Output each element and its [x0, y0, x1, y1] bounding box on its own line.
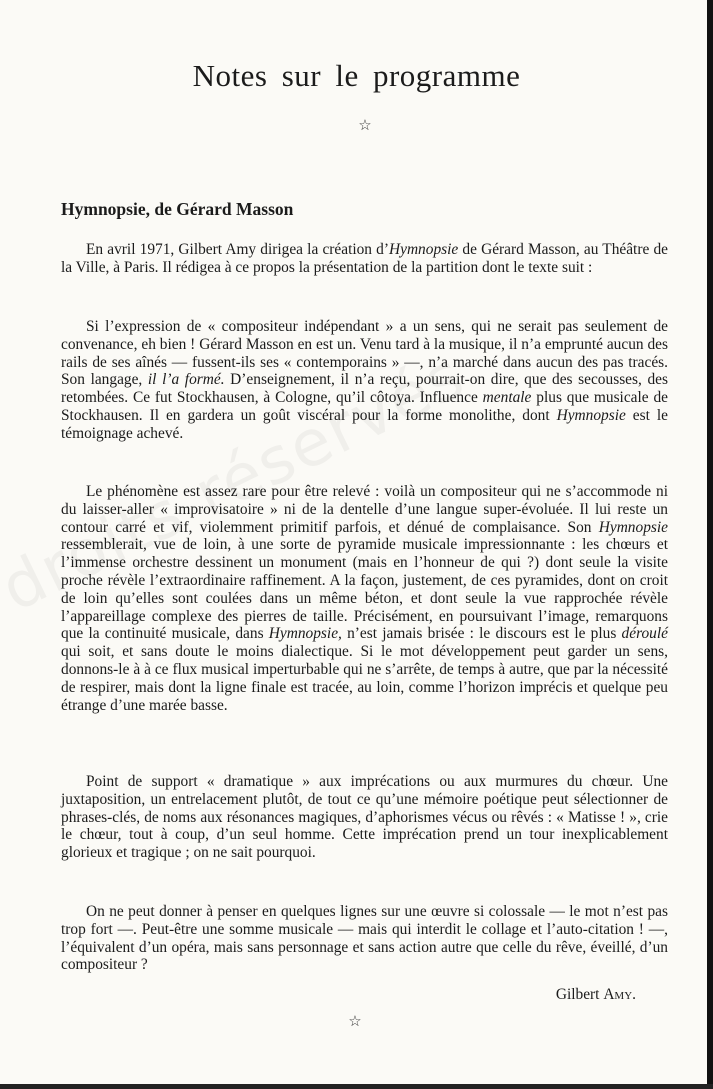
scan-edge-right	[707, 0, 713, 1089]
section-heading: Hymnopsie, de Gérard Masson	[61, 199, 294, 219]
author-signature	[556, 986, 636, 1004]
text-run: n’est jamais brisée : le discours est le plus	[341, 625, 622, 643]
scan-edge-bottom	[0, 1084, 713, 1089]
text-run: Le phénomène est assez rare pour être relevé : voilà un compositeur qui ne s’accommode ni du laisser-aller « improvisatoire » ni de la dentelle d’une langue super-évoluée. Il lui reste un contour carré et vif, violemment primitif parfois, et dénué de complaisance. Son	[61, 483, 668, 536]
work-title: Hymnopsie	[389, 241, 459, 258]
text-run: de Gérard Masson, au Théâtre de la Ville, à Paris. Il rédigea à ce propos la présentation de la partition dont le texte suit :	[61, 241, 668, 276]
star-ornament-icon: ☆	[358, 118, 372, 134]
paragraph-independent-composer	[61, 318, 668, 443]
text-run: En avril 1971, Gilbert Amy dirigea la création d’	[86, 241, 389, 258]
emphasis-text: déroulé	[621, 625, 668, 643]
page-title: Notes sur le programme	[192, 58, 521, 93]
text-run: qui soit, et sans doute le moins dialectique. Si le mot développement peut garder un sens, donnons-le à à ce flux musical imperturbable qui ne s’arrête, de temps à autre, que par la nécessité de respirer, mais dont la ligne finale est tracée, au loin, comme l’horizon imprécis et quelque peu étrange d’une marée basse.	[61, 643, 668, 714]
work-title: Hymnopsie,	[268, 625, 342, 643]
signature-first-name: Gilbert	[555, 986, 600, 1003]
text-run: Si l’expression de « compositeur indépendant » a un sens, qui ne serait pas seulement de convenance, eh bien ! Gérard Masson en est un. Venu tard à la musique, il n’a emprunté aucun des rails de ses aînés — fussent-ils ses « contemporains » —, n’a marché dans aucun des pas tracés. Son langage,	[61, 318, 668, 389]
paragraph-intro	[61, 241, 668, 277]
paragraph-chorus	[61, 773, 668, 862]
text-run: On ne peut donner à penser en quelques lignes sur une œuvre si colossale — le mot n’est pas trop fort —. Peut-être une somme musicale — mais qui interdit le collage et l’auto-citation ! —, l’équivalent d’un opéra, mais sans personnage et sans action autre que celle du rêve, éveillé, d’un compositeur ?	[61, 903, 668, 974]
text-run: ressemblerait, vue de loin, à une sorte de pyramide musicale impressionnante : les chœurs et l’immense orchestre dessinent un monument (mais en l’honneur de qui ?) dont seule la visite proche révèle l’extraordinaire raffinement. A la façon, justement, de ces pyramides, dont on croit de loin qu’elles sont coulées dans un même béton, et dont seule la vue rapprochée révèle l’appareillage complexe des pierres de taille. Précisément, en poursuivant l’image, remarquons que la continuité musicale, dans	[61, 536, 668, 643]
text-run: plus que musicale de Stockhausen. Il en gardera un goût viscéral pour la forme monolithe, dont	[61, 389, 669, 424]
emphasis-text: mentale	[482, 389, 532, 407]
text-run: Point de support « dramatique » aux imprécations ou aux murmures du chœur. Une juxtaposition, un entrelacement plutôt, de tout ce qu’une mémoire poétique peut sélectionner de phrases-clés, de noms aux résonances magiques, d’aphorismes vécus ou rêvés : « Matisse ! », crie le chœur, tout à coup, d’un seul homme. Cette imprécation prend un tour inexplicablement glorieux et tragique ; on ne sait pourquoi.	[61, 773, 668, 862]
star-ornament-icon: ☆	[348, 1014, 362, 1030]
emphasis-text: il l’a formé.	[147, 371, 225, 389]
text-run: D’enseignement, il n’a reçu, pourrait-on dire, que des secousses, des retombées. Ce fut Stockhausen, à Cologne, qu’il côtoya. Influence	[61, 371, 668, 407]
signature-last-name: Amy.	[603, 986, 636, 1003]
work-title: Hymnopsie	[598, 518, 668, 536]
paragraph-pyramid	[61, 483, 668, 714]
paragraph-conclusion	[61, 903, 668, 974]
work-title: Hymnopsie	[556, 406, 626, 424]
text-run: est le témoignage achevé.	[61, 406, 668, 442]
